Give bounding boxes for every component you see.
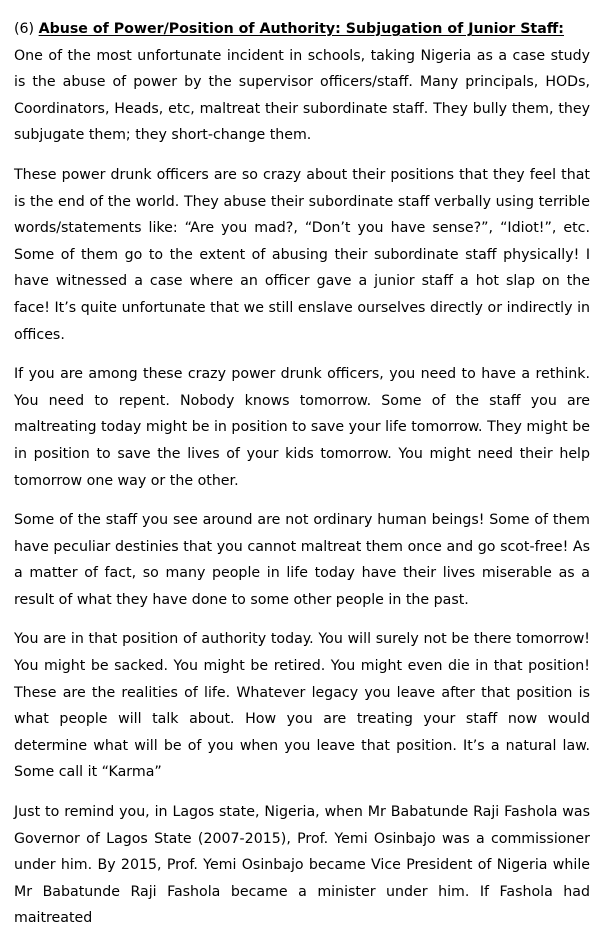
section-number: (6) — [14, 21, 35, 37]
paragraph-rethink: If you are among these crazy power drunk officers, you need to have a rethink. You need to repent. Nobody knows tomorrow. Some of the staff you are maltreating today might be in position to save your life tomorrow. They might be in position to save the lives of your kids tomorrow. You might need their help tomorrow one way or the other. — [14, 366, 590, 489]
paragraph-power-drunk-officers: These power drunk officers are so crazy about their positions that they feel that is the end of the world. They abuse their subordinate staff verbally using terrible words/statements like: “Are you mad?, “Don’t you have sense?”, “Idiot!”, etc. Some of them go to the extent of abusing their subordinate staff physically! I have witnessed a case where an officer gave a junior staff a hot slap on the face! It’s quite unfortunate that we still enslave ourselves directly or indirectly in offices. — [14, 166, 590, 343]
paragraph-intro: One of the most unfortunate incident in schools, taking Nigeria as a case study is the abuse of power by the supervisor officers/staff. Many principals, HODs, Coordinators, Heads, etc, maltreat their subordinate staff. They bully them, they subjugate them; they short-change them. — [14, 47, 590, 144]
section-title: Abuse of Power/Position of Authority: Subjugation of Junior Staff: — [38, 21, 564, 37]
document-page — [14, 16, 590, 945]
section-heading — [14, 16, 590, 43]
paragraph-peculiar-destinies: Some of the staff you see around are not ordinary human beings! Some of them have peculiar destinies that you cannot maltreat them once and go scot-free! As a matter of fact, so many people in life today have their lives miserable as a result of what they have done to some other people in the past. — [14, 512, 590, 608]
paragraph-lagos-example: Just to remind you, in Lagos state, Nigeria, when Mr Babatunde Raji Fashola was Governor of Lagos State (2007-2015), Prof. Yemi Osinbajo was a commissioner under him. By 2015, Prof. Yemi Osinbajo became Vice President of Nigeria while Mr Babatunde Raji Fashola became a minister under him. If Fashola had maitreated — [14, 804, 590, 927]
paragraph-karma: You are in that position of authority today. You will surely not be there tomorrow! You might be sacked. You might be retired. You might even die in that position! These are the realities of life. Whatever legacy you leave after that position is what people will talk about. How you are treating your staff now would determine what will be of you when you leave that position. It’s a natural law. Some call it “Karma” — [14, 631, 590, 781]
